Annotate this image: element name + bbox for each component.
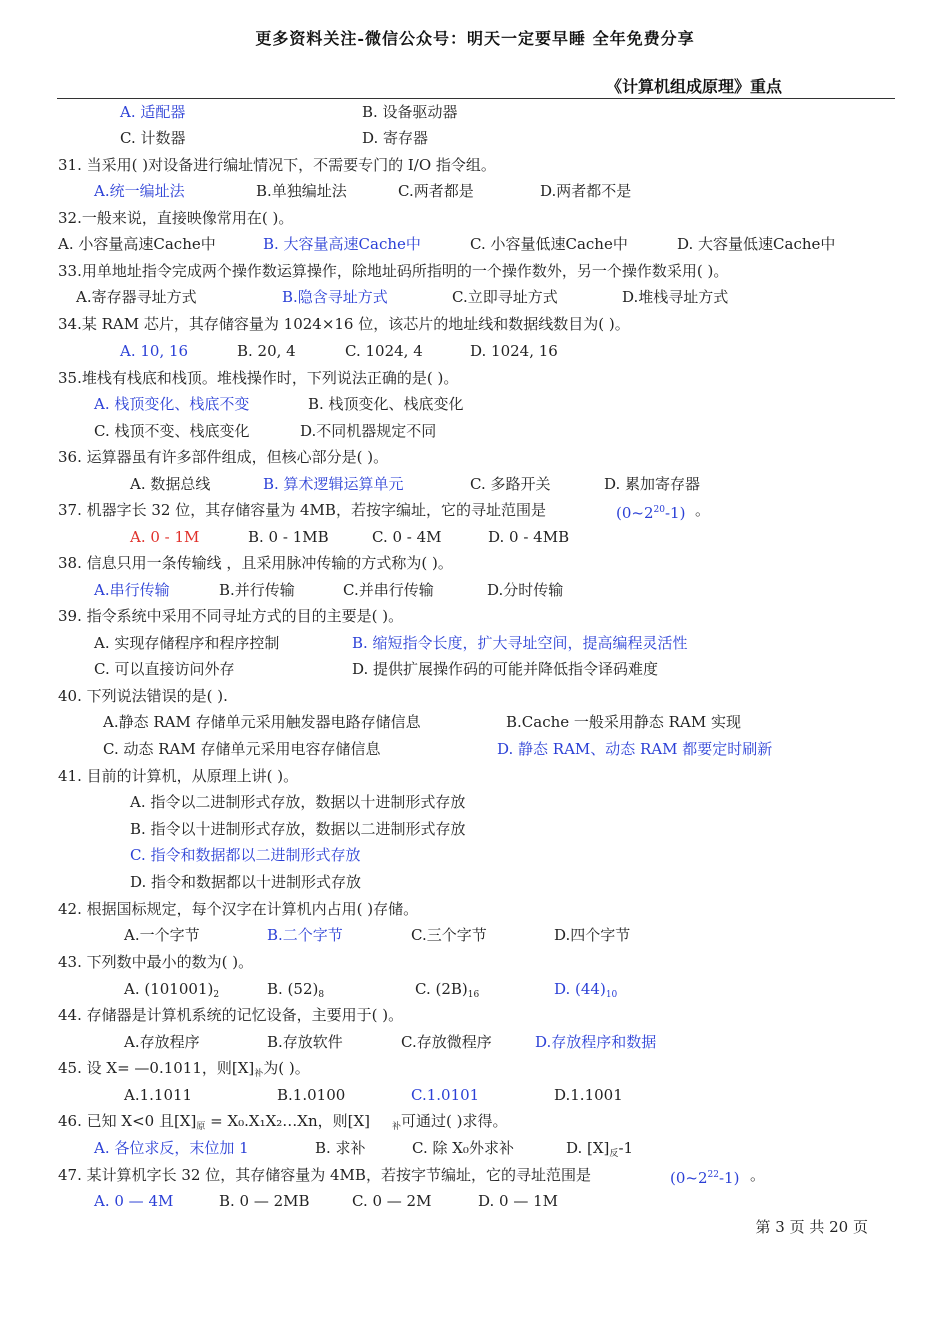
option-text: D.存放程序和数据 bbox=[535, 1033, 657, 1051]
option-text: B. 0 — 2MB bbox=[219, 1192, 310, 1210]
option-text: A. 10, 16 bbox=[120, 342, 189, 360]
option-text: A. 各位求反，末位加 1 bbox=[94, 1139, 249, 1157]
option-text: B.二个字节 bbox=[267, 926, 343, 944]
option-text: C.存放微程序 bbox=[401, 1033, 492, 1051]
question-text: D. 指令和数据都以十进制形式存放 bbox=[130, 873, 362, 891]
question-text: 43. 下列数中最小的数为( )。 bbox=[58, 953, 254, 971]
option-text: A.一个字节 bbox=[124, 926, 200, 944]
option-text: B. 大容量高速Cache中 bbox=[263, 235, 421, 253]
option-text: C. 计数器 bbox=[120, 129, 186, 147]
question-text: 32.一般来说，直接映像常用在( )。 bbox=[58, 209, 294, 227]
option-text: 46. 已知 X<0 且$[X]_原$ = X₀.X₁X₂…Xn，则[X] bbox=[58, 1112, 371, 1132]
option-text: B. 求补 bbox=[315, 1139, 366, 1157]
option-text: A.静态 RAM 存储单元采用触发器电路存储信息 bbox=[103, 713, 421, 731]
option-text: D. 寄存器 bbox=[362, 129, 429, 147]
option-text: B. 0 - 1MB bbox=[248, 528, 329, 546]
question-text: C. 指令和数据都以二进制形式存放 bbox=[130, 846, 361, 864]
option-text: A.串行传输 bbox=[94, 581, 170, 599]
option-text: C.两者都是 bbox=[398, 182, 474, 200]
option-text: C. 动态 RAM 存储单元采用电容存储信息 bbox=[103, 740, 381, 758]
option-text: B.Cache 一般采用静态 RAM 实现 bbox=[506, 713, 741, 731]
option-text: C.1.0101 bbox=[411, 1086, 480, 1104]
option-text: A. 数据总线 bbox=[130, 475, 211, 493]
option-text: D.四个字节 bbox=[554, 926, 631, 944]
option-text: C.三个字节 bbox=[411, 926, 487, 944]
option-text: D.堆栈寻址方式 bbox=[622, 288, 729, 306]
option-text: $_补$可通过( )求得。 bbox=[392, 1112, 508, 1132]
option-text: A. 0 — 4M bbox=[94, 1192, 174, 1210]
option-text: A. 适配器 bbox=[120, 103, 186, 121]
option-text: C. 小容量低速Cache中 bbox=[470, 235, 628, 253]
option-text: D. 1024, 16 bbox=[470, 342, 558, 360]
promo-note: 更多资料关注-微信公众号：明天一定要早睡 全年免费分享 bbox=[255, 29, 695, 48]
option-text: D.1.1001 bbox=[554, 1086, 623, 1104]
option-text: A. 栈顶变化、栈底不变 bbox=[94, 395, 250, 413]
option-text: 47. 某计算机字长 32 位，其存储容量为 4MB，若按字节编址，它的寻址范围是 bbox=[58, 1166, 591, 1184]
question-text: 33.用单地址指令完成两个操作数运算操作，除地址码所指明的一个操作数外，另一个操作数采用( )。 bbox=[58, 262, 729, 280]
option-text: A. $(101001)_2$ bbox=[124, 980, 220, 1000]
option-text: D. 0 — 1M bbox=[478, 1192, 559, 1210]
option-text: D. 大容量低速Cache中 bbox=[677, 235, 836, 253]
option-text: A. 小容量高速Cache中 bbox=[58, 235, 216, 253]
option-text: C. 0 - 4M bbox=[372, 528, 442, 546]
option-text: $(0\sim 2^{22}-1)$ bbox=[670, 1169, 740, 1187]
option-text: D. $[X]_反-1$ bbox=[566, 1139, 634, 1159]
option-text: D.两者都不是 bbox=[540, 182, 632, 200]
option-text: B. 栈顶变化、栈底变化 bbox=[308, 395, 464, 413]
option-text: B. 设备驱动器 bbox=[362, 103, 458, 121]
question-text: 38. 信息只用一条传输线 ，且采用脉冲传输的方式称为( )。 bbox=[58, 554, 453, 572]
option-text: B. 20, 4 bbox=[237, 342, 296, 360]
option-text: A.寄存器寻址方式 bbox=[76, 288, 197, 306]
option-text: B.并行传输 bbox=[219, 581, 295, 599]
option-text: D.不同机器规定不同 bbox=[300, 422, 437, 440]
question-text: A. 指令以二进制形式存放，数据以十进制形式存放 bbox=[130, 793, 466, 811]
option-text: A.1.1011 bbox=[124, 1086, 193, 1104]
option-text: D. 提供扩展操作码的可能并降低指令译码难度 bbox=[352, 660, 659, 678]
option-text: C. 可以直接访问外存 bbox=[94, 660, 235, 678]
option-text: D. 0 - 4MB bbox=[488, 528, 570, 546]
document-title: 《计算机组成原理》重点 bbox=[605, 77, 782, 96]
option-text: D. 静态 RAM、动态 RAM 都要定时刷新 bbox=[497, 740, 773, 758]
option-text: C. 多路开关 bbox=[470, 475, 551, 493]
question-text: 42. 根据国标规定，每个汉字在计算机内占用( )存储。 bbox=[58, 900, 419, 918]
option-text: B. 算术逻辑运算单元 bbox=[263, 475, 404, 493]
question-text: 31. 当采用( )对设备进行编址情况下，不需要专门的 I/O 指令组。 bbox=[58, 156, 496, 174]
option-text: A.统一编址法 bbox=[94, 182, 185, 200]
option-text: C. 栈顶不变、栈底变化 bbox=[94, 422, 250, 440]
header-rule bbox=[57, 98, 895, 99]
option-text: B.存放软件 bbox=[267, 1033, 343, 1051]
question-text: 36. 运算器虽有许多部件组成，但核心部分是( )。 bbox=[58, 448, 389, 466]
option-text: A. 0 - 1M bbox=[130, 528, 200, 546]
option-text: C.立即寻址方式 bbox=[452, 288, 558, 306]
option-text: C.并串行传输 bbox=[343, 581, 434, 599]
question-text: B. 指令以十进制形式存放，数据以二进制形式存放 bbox=[130, 820, 466, 838]
option-text: B. 缩短指令长度，扩大寻址空间，提高编程灵活性 bbox=[352, 634, 688, 652]
option-text: D. 累加寄存器 bbox=[604, 475, 701, 493]
option-text: D. $(44)_{10}$ bbox=[554, 980, 618, 1000]
option-text: B.隐含寻址方式 bbox=[282, 288, 388, 306]
question-text: 34.某 RAM 芯片，其存储容量为 1024×16 位，该芯片的地址线和数据线数目为( )。 bbox=[58, 315, 630, 333]
question-text: 39. 指令系统中采用不同寻址方式的目的主要是( )。 bbox=[58, 607, 404, 625]
option-text: 37. 机器字长 32 位，其存储容量为 4MB，若按字编址，它的寻址范围是 bbox=[58, 501, 546, 519]
option-text: C. 1024, 4 bbox=[345, 342, 423, 360]
question-text: 35.堆栈有栈底和栈顶。堆栈操作时，下列说法正确的是( )。 bbox=[58, 369, 459, 387]
option-text: 。 bbox=[695, 501, 711, 519]
page-number: 第 3 页 共 20 页 bbox=[755, 1218, 868, 1236]
option-text: $(0\sim 2^{20}-1)$ bbox=[616, 504, 686, 522]
option-text: B. $(52)_8$ bbox=[267, 980, 325, 1000]
option-text: A.存放程序 bbox=[124, 1033, 200, 1051]
question-text: 40. 下列说法错误的是( ). bbox=[58, 687, 228, 705]
option-text: 。 bbox=[750, 1166, 766, 1184]
question-text: 41. 目前的计算机，从原理上讲( )。 bbox=[58, 767, 299, 785]
option-text: B.1.0100 bbox=[277, 1086, 346, 1104]
option-text: A. 实现存储程序和程序控制 bbox=[94, 634, 280, 652]
option-text: B.单独编址法 bbox=[256, 182, 347, 200]
option-text: C. 除 X₀外求补 bbox=[412, 1139, 514, 1157]
option-text: C. $(2B)_{16}$ bbox=[415, 980, 480, 1000]
question-text: 44. 存储器是计算机系统的记忆设备，主要用于( )。 bbox=[58, 1006, 404, 1024]
option-text: D.分时传输 bbox=[487, 581, 564, 599]
option-text: C. 0 — 2M bbox=[352, 1192, 432, 1210]
question-text: 45. 设 X= —0.1011，则$[X]_补$为( )。 bbox=[58, 1059, 310, 1079]
